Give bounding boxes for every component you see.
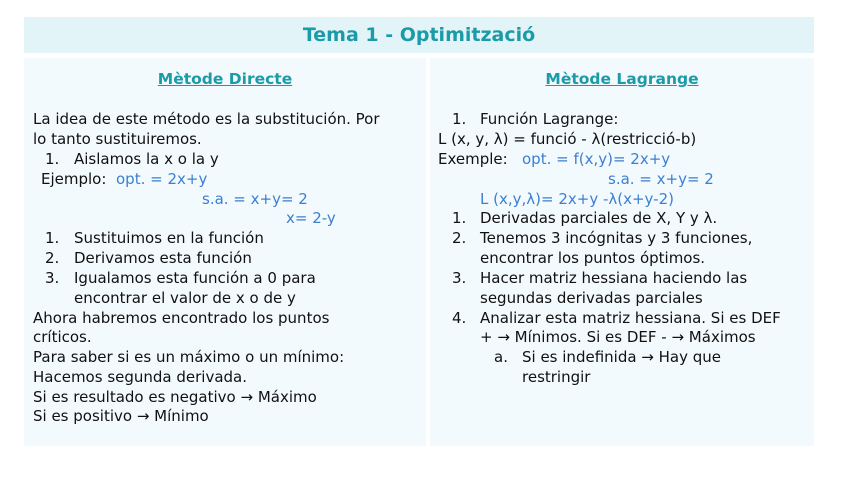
list-item: Igualamos esta función a 0 para	[74, 269, 316, 287]
list-item-continuation: encontrar el valor de x o de y	[74, 289, 296, 307]
outro-line: Si es resultado es negativo → Máximo	[33, 388, 317, 406]
outro-line: críticos.	[33, 328, 92, 346]
list-item: Aislamos la x o la y	[74, 150, 219, 168]
heading-metode-directe: Mètode Directe	[157, 70, 293, 88]
example-opt: opt. = 2x+y	[116, 170, 208, 188]
list-number: 2.	[452, 229, 467, 247]
page-title: Tema 1 - Optimització	[302, 24, 536, 46]
list-number: 1.	[45, 150, 60, 168]
example-label: Ejemplo:	[41, 170, 107, 188]
example-opt: opt. = f(x,y)= 2x+y	[522, 150, 671, 168]
outro-line: Hacemos segunda derivada.	[33, 368, 248, 386]
list-number: 4.	[452, 309, 467, 327]
list-number: 1.	[45, 229, 60, 247]
example-sa: s.a. = x+y= 2	[608, 170, 714, 188]
example-sa: s.a. = x+y= 2	[202, 190, 308, 208]
list-item: Analizar esta matriz hessiana. Si es DEF	[480, 309, 781, 327]
outro-line: Si es positivo → Mínimo	[33, 407, 209, 425]
example-lagrangian: L (x,y,λ)= 2x+y -λ(x+y-2)	[480, 190, 674, 208]
list-number: 3.	[452, 269, 467, 287]
lagrange-formula: L (x, y, λ) = funció - λ(restricció-b)	[438, 130, 697, 148]
list-number: 1.	[452, 110, 467, 128]
list-item-continuation: encontrar los puntos óptimos.	[480, 249, 706, 267]
heading-metode-lagrange: Mètode Lagrange	[545, 70, 699, 88]
example-label: Exemple:	[438, 150, 508, 168]
sub-list-item-continuation: restringir	[522, 368, 591, 386]
intro-line: La idea de este método es la substitución. Por	[33, 110, 380, 128]
list-item-continuation: segundas derivadas parciales	[480, 289, 703, 307]
sub-list-item: Si es indefinida → Hay que	[522, 348, 722, 366]
list-item: Función Lagrange:	[480, 110, 619, 128]
example-x: x= 2-y	[286, 209, 336, 227]
outro-line: Para saber si es un máximo o un mínimo:	[33, 348, 345, 366]
panel-metode-directe	[24, 58, 426, 446]
sub-list-letter: a.	[494, 348, 508, 366]
list-number: 3.	[45, 269, 60, 287]
list-number: 1.	[452, 209, 467, 227]
intro-line: lo tanto sustituiremos.	[33, 130, 202, 148]
panel-metode-lagrange	[430, 58, 814, 446]
list-number: 2.	[45, 249, 60, 267]
list-item: Derivamos esta función	[74, 249, 252, 267]
title-bar	[24, 17, 814, 53]
list-item-continuation: + → Mínimos. Si es DEF - → Máximos	[480, 328, 756, 346]
list-item: Hacer matriz hessiana haciendo las	[480, 269, 748, 287]
outro-line: Ahora habremos encontrado los puntos	[33, 309, 330, 327]
list-item: Derivadas parciales de X, Y y λ.	[480, 209, 718, 227]
list-item: Tenemos 3 incógnitas y 3 funciones,	[480, 229, 753, 247]
list-item: Sustituimos en la función	[74, 229, 264, 247]
